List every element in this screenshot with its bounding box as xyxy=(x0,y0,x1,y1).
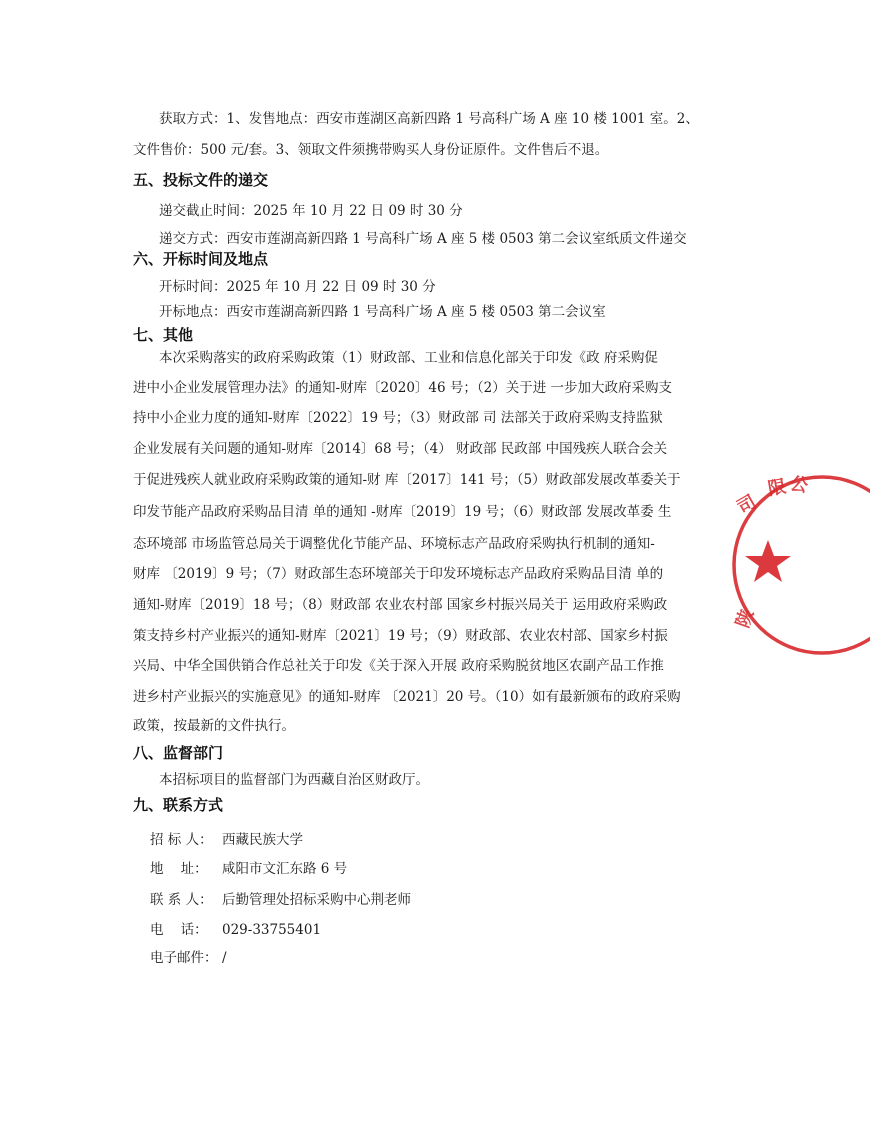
seal-char: 限 xyxy=(766,476,788,500)
policy-line: 政策，按最新的文件执行。 xyxy=(133,718,295,734)
submission-deadline: 递交截止时间：2025 年 10 月 22 日 09 时 30 分 xyxy=(159,203,463,219)
seal-char: 司 xyxy=(733,491,760,519)
contact-value: 西藏民族大学 xyxy=(222,832,303,848)
policy-line: 印发节能产品政府采购品目清 单的通知 -财库〔2019〕19 号；（6）财政部 发展改革委 生 xyxy=(133,504,672,520)
policy-line: 于促进残疾人就业政府采购政策的通知-财 库〔2017〕141 号；（5）财政部发展改革委关于 xyxy=(133,472,681,488)
opening-place: 开标地点：西安市莲湖高新四路 1 号高科广场 A 座 5 楼 0503 第二会议室 xyxy=(159,304,606,320)
section-5-heading: 五、投标文件的递交 xyxy=(133,171,269,189)
policy-line: 财库 〔2019〕9 号；（7）财政部生态环境部关于印发环境标志产品政府采购品目清 单的 xyxy=(133,566,664,582)
supervisor-text: 本招标项目的监督部门为西藏自治区财政厅。 xyxy=(159,772,429,788)
section-8-heading: 八、监督部门 xyxy=(133,744,224,762)
contact-value: 咸阳市文汇东路 6 号 xyxy=(222,861,348,877)
contact-label: 地 址： xyxy=(150,861,208,877)
submission-method: 递交方式：西安市莲湖高新四路 1 号高科广场 A 座 5 楼 0503 第二会议室纸质文件递交 xyxy=(159,231,687,247)
policy-line: 进中小企业发展管理办法》的通知-财库〔2020〕46 号；（2）关于进 一步加大政府采购支 xyxy=(133,380,673,396)
obtain-line-1: 获取方式：1、发售地点：西安市莲湖区高新四路 1 号高科广场 A 座 10 楼 1001 室。2、 xyxy=(159,111,699,127)
opening-time: 开标时间：2025 年 10 月 22 日 09 时 30 分 xyxy=(159,279,436,295)
contact-label: 招 标 人： xyxy=(150,832,213,848)
contact-value: / xyxy=(222,950,227,966)
section-6-heading: 六、开标时间及地点 xyxy=(133,250,269,268)
contact-label: 电子邮件： xyxy=(150,950,218,966)
contact-label: 电 话： xyxy=(150,922,208,938)
contact-value: 后勤管理处招标采购中心荆老师 xyxy=(222,892,411,908)
contact-label: 联 系 人： xyxy=(150,892,213,908)
policy-line: 策支持乡村产业振兴的通知-财库〔2021〕19 号；（9）财政部、农业农村部、国家乡村振 xyxy=(133,628,668,644)
policy-line: 态环境部 市场监管总局关于调整优化节能产品、环境标志产品政府采购执行机制的通知- xyxy=(133,536,655,552)
official-seal xyxy=(730,470,870,660)
policy-line: 通知-财库〔2019〕18 号；（8）财政部 农业农村部 国家乡村振兴局关于 运用政府采购政 xyxy=(133,597,668,613)
policy-line: 兴局、中华全国供销合作总社关于印发《关于深入开展 政府采购脱贫地区农副产品工作推 xyxy=(133,658,664,674)
seal-char: 陕 xyxy=(732,606,759,631)
seal-char: 公 xyxy=(788,473,810,497)
contact-value: 029-33755401 xyxy=(222,922,322,938)
policy-line: 进乡村产业振兴的实施意见》的通知-财库 〔2021〕20 号。（10）如有最新颁布的政府采购 xyxy=(133,689,681,705)
section-9-heading: 九、联系方式 xyxy=(133,796,224,814)
policy-line: 持中小企业力度的通知-财库〔2022〕19 号；（3）财政部 司 法部关于政府采购支持监狱 xyxy=(133,410,663,426)
policy-line: 本次采购落实的政府采购政策（1）财政部、工业和信息化部关于印发《政 府采购促 xyxy=(159,350,658,366)
policy-line: 企业发展有关问题的通知-财库〔2014〕68 号；（4） 财政部 民政部 中国残疾人联合会关 xyxy=(133,441,668,457)
section-7-heading: 七、其他 xyxy=(133,326,194,344)
obtain-line-2: 文件售价：500 元/套。3、领取文件须携带购买人身份证原件。文件售后不退。 xyxy=(133,142,609,158)
